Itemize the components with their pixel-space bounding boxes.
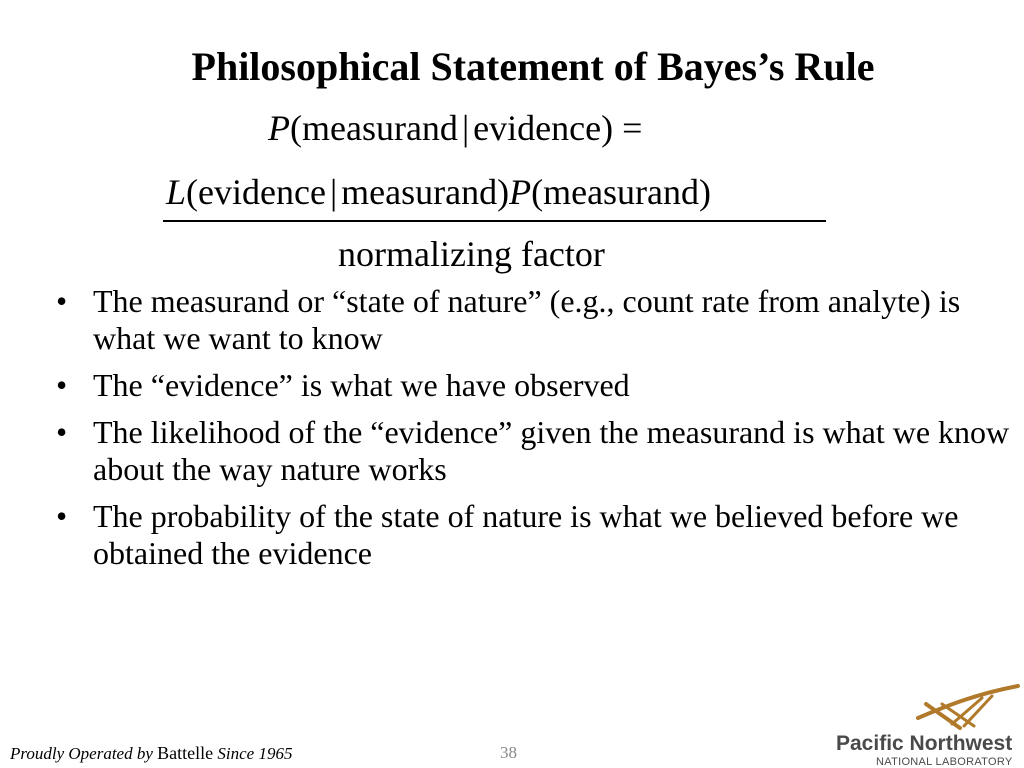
bullet-text: The probability of the state of nature is what we believed before we obtained the evidence — [93, 498, 959, 571]
footer-operated-by — [10, 743, 292, 764]
eq-lhs-open: (measurand — [290, 108, 458, 148]
bullet-item — [56, 283, 1016, 357]
bullet-item — [56, 367, 1016, 404]
eq-num-part2: measurand) — [341, 172, 510, 212]
eq-num-bar: | — [329, 172, 338, 212]
page-number: 38 — [500, 743, 517, 762]
logo-line1: Pacific Northwest — [836, 732, 1013, 755]
equation-numerator — [166, 172, 711, 212]
slide-title: Philosophical Statement of Bayes’s Rule — [191, 44, 875, 89]
bullet-item — [56, 414, 1016, 488]
bullet-dot: • — [56, 283, 68, 319]
eq-num-l: L — [166, 172, 187, 212]
bullet-text: The likelihood of the “evidence” given the measurand is what we know about the way nature works — [93, 414, 1010, 487]
footer-since: Since 1965 — [217, 744, 293, 763]
bullet-text: The measurand or “state of nature” (e.g., count rate from analyte) is what we want to know — [93, 283, 961, 356]
equation-denominator: normalizing factor — [338, 234, 605, 274]
fraction-line — [163, 220, 826, 222]
pnnl-logo — [830, 684, 1020, 768]
pnnl-logo-icon — [916, 684, 1020, 732]
bullet-dot: • — [56, 367, 68, 403]
bullet-dot: • — [56, 498, 68, 534]
eq-lhs-close: evidence) — [473, 108, 614, 148]
bullet-dot: • — [56, 414, 68, 450]
eq-num-p: P — [509, 172, 532, 212]
eq-lhs-bar: | — [461, 108, 470, 148]
bullet-item — [56, 498, 1016, 572]
eq-lhs-p: P — [268, 108, 290, 148]
eq-equals: = — [622, 108, 643, 148]
equation-lhs — [268, 108, 642, 148]
logo-line2: NATIONAL LABORATORY — [876, 756, 1013, 768]
eq-num-part1: (evidence — [186, 172, 326, 212]
eq-num-part3: (measurand) — [531, 172, 712, 212]
bullet-list — [56, 283, 1016, 582]
footer-operator: Battelle — [157, 743, 214, 763]
bullet-text: The “evidence” is what we have observed — [93, 367, 630, 403]
footer-prefix: Proudly Operated by — [10, 744, 153, 763]
